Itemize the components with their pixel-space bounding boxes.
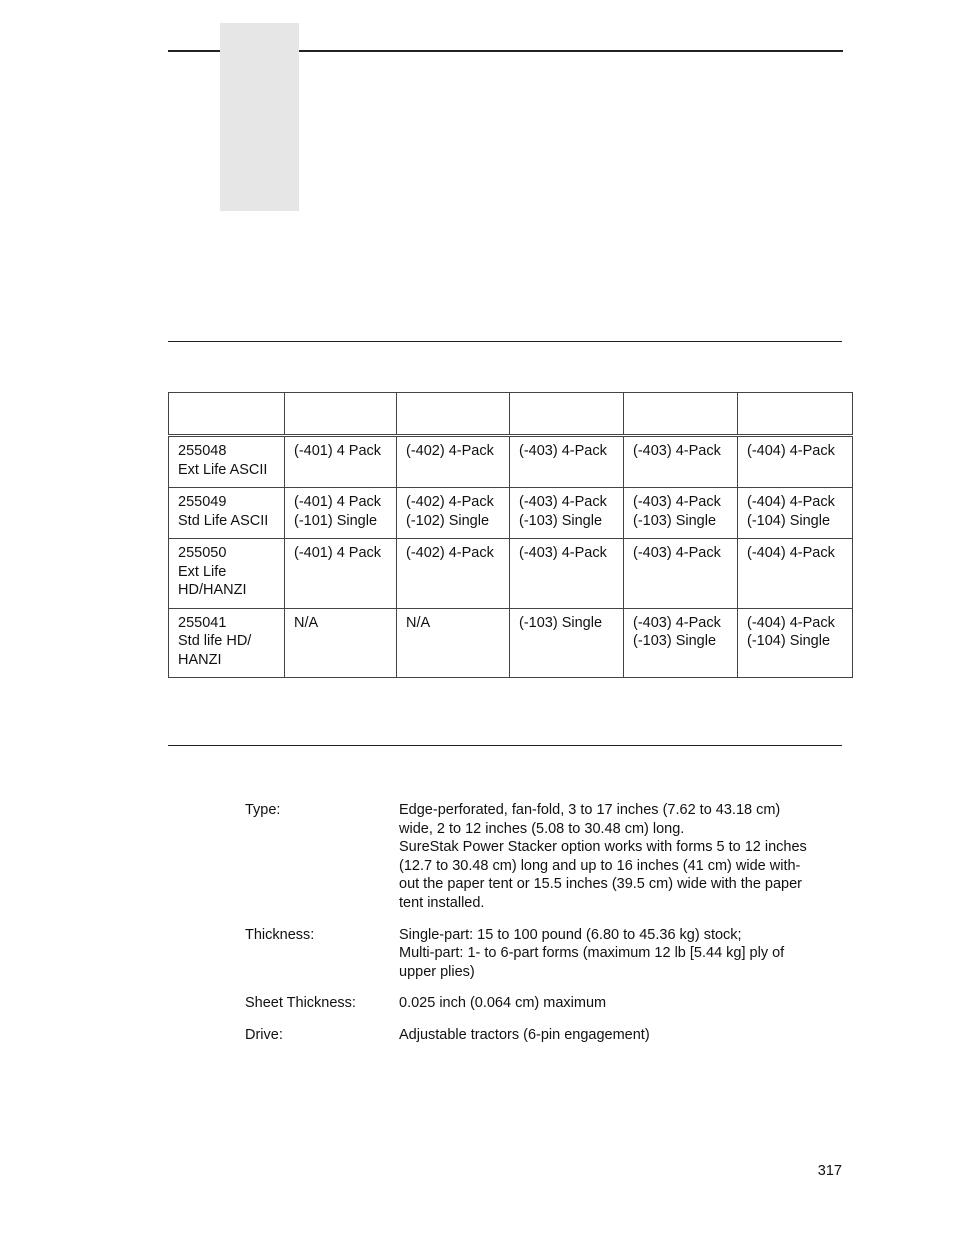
ribbon-option-cell (624, 436, 738, 488)
spec-text-line: wide, 2 to 12 inches (5.08 to 30.48 cm) long. (399, 820, 685, 837)
spec-text-line: SureStak Power Stacker option works with forms 5 to 12 inches (399, 839, 807, 856)
spec-text-line: (12.7 to 30.48 cm) long and up to 16 inches (41 cm) wide with- (399, 857, 801, 874)
spec-text-line: 0.025 inch (0.064 cm) maximum (399, 995, 607, 1012)
spec-text-line: Edge-perforated, fan-fold, 3 to 17 inches (7.62 to 43.18 cm) (399, 802, 781, 818)
spec-value (399, 801, 845, 913)
ribbon-option-cell (397, 488, 510, 539)
header-cell (510, 393, 624, 436)
cell-text: (-403) 4-Pack (633, 545, 721, 561)
cell-text: (-103) Single (633, 512, 717, 529)
cell-text: (-103) Single (519, 614, 603, 631)
ribbon-option-cell (510, 608, 624, 678)
part-number-cell (169, 608, 285, 678)
cell-text: (-402) 4-Pack (406, 494, 494, 510)
cell-text: (-401) 4 Pack (294, 494, 382, 510)
ribbon-option-cell (285, 436, 397, 488)
ribbon-option-cell (624, 488, 738, 539)
ribbon-table (168, 392, 853, 678)
cell-text: (-403) 4-Pack (633, 614, 721, 631)
cell-text: (-402) 4-Pack (406, 443, 494, 459)
cell-text: 255041 (178, 614, 227, 631)
cell-text: N/A (406, 614, 431, 631)
cell-text: Ext Life (178, 563, 227, 580)
spec-row (245, 926, 845, 982)
section-rule-paper (168, 745, 842, 746)
spec-row (245, 801, 845, 913)
ribbon-option-cell (624, 608, 738, 678)
spec-value (399, 994, 845, 1013)
ribbon-option-cell (285, 539, 397, 609)
cell-text: Std life HD/ (178, 633, 252, 649)
cell-text: Ext Life ASCII (178, 461, 268, 478)
ribbon-option-cell (285, 608, 397, 678)
cell-text: (-403) 4-Pack (519, 494, 607, 510)
cell-text: HD/HANZI (178, 582, 247, 598)
cell-text: (-404) 4-Pack (747, 443, 835, 459)
table-row (169, 608, 853, 678)
cell-text: (-103) Single (633, 633, 717, 649)
part-number-cell (169, 488, 285, 539)
ribbon-option-cell (397, 608, 510, 678)
cell-text: (-401) 4 Pack (294, 443, 382, 459)
cell-text: Std Life ASCII (178, 512, 269, 529)
paper-specs (245, 801, 845, 1058)
cell-text: (-404) 4-Pack (747, 494, 835, 510)
cell-text: (-403) 4-Pack (633, 443, 721, 459)
spec-label: Type: (245, 802, 281, 818)
ribbon-option-cell (510, 436, 624, 488)
cell-text: 255048 (178, 443, 227, 459)
spec-label: Sheet Thickness: (245, 995, 356, 1012)
cell-text: (-403) 4-Pack (633, 494, 721, 510)
ribbon-table-header-row (169, 393, 853, 436)
ribbon-option-cell (738, 539, 853, 609)
ribbon-option-cell (285, 488, 397, 539)
header-cell (285, 393, 397, 436)
cell-text: (-403) 4-Pack (519, 545, 607, 561)
ribbon-option-cell (738, 488, 853, 539)
ribbon-option-cell (397, 539, 510, 609)
part-number-cell (169, 436, 285, 488)
spec-label: Thickness: (245, 926, 315, 943)
spec-text-line: upper plies) (399, 963, 475, 980)
header-cell (624, 393, 738, 436)
chapter-tab (220, 23, 299, 211)
cell-text: HANZI (178, 651, 222, 668)
ribbon-option-cell (738, 436, 853, 488)
spec-value (399, 926, 845, 982)
header-rule-left (168, 50, 220, 52)
cell-text: (-102) Single (406, 512, 490, 529)
header-cell (738, 393, 853, 436)
cell-text: (-101) Single (294, 512, 378, 529)
cell-text: (-104) Single (747, 633, 831, 649)
ribbon-table-body (169, 436, 853, 678)
spec-text-line: Multi-part: 1- to 6-part forms (maximum 12 lb [5.44 kg] ply of (399, 945, 785, 962)
cell-text: (-401) 4 Pack (294, 545, 382, 561)
cell-text: N/A (294, 614, 319, 631)
spec-text-line: out the paper tent or 15.5 inches (39.5 cm) wide with the paper (399, 876, 803, 893)
table-row (169, 436, 853, 488)
part-number-cell (169, 539, 285, 609)
spec-text-line: Adjustable tractors (6-pin engagement) (399, 1026, 650, 1043)
spec-row (245, 994, 845, 1013)
ribbon-option-cell (738, 608, 853, 678)
cell-text: (-103) Single (519, 512, 603, 529)
spec-row (245, 1026, 845, 1045)
header-cell (169, 393, 285, 436)
cell-text: (-404) 4-Pack (747, 614, 835, 631)
cell-text: 255049 (178, 494, 227, 510)
table-row (169, 488, 853, 539)
cell-text: (-404) 4-Pack (747, 545, 835, 561)
ribbon-option-cell (510, 539, 624, 609)
cell-text: (-403) 4-Pack (519, 443, 607, 459)
cell-text: 255050 (178, 545, 227, 561)
table-row (169, 539, 853, 609)
page-number: 317 (817, 1163, 842, 1179)
cell-text: (-104) Single (747, 512, 831, 529)
spec-text-line: Single-part: 15 to 100 pound (6.80 to 45.36 kg) stock; (399, 926, 742, 943)
ribbon-option-cell (624, 539, 738, 609)
cell-text: (-402) 4-Pack (406, 545, 494, 561)
spec-label: Drive: (245, 1026, 283, 1043)
ribbon-option-cell (397, 436, 510, 488)
section-rule-ribbons (168, 341, 842, 342)
ribbon-option-cell (510, 488, 624, 539)
spec-value (399, 1026, 845, 1045)
header-rule-right (299, 50, 843, 52)
spec-text-line: tent installed. (399, 894, 485, 911)
header-cell (397, 393, 510, 436)
